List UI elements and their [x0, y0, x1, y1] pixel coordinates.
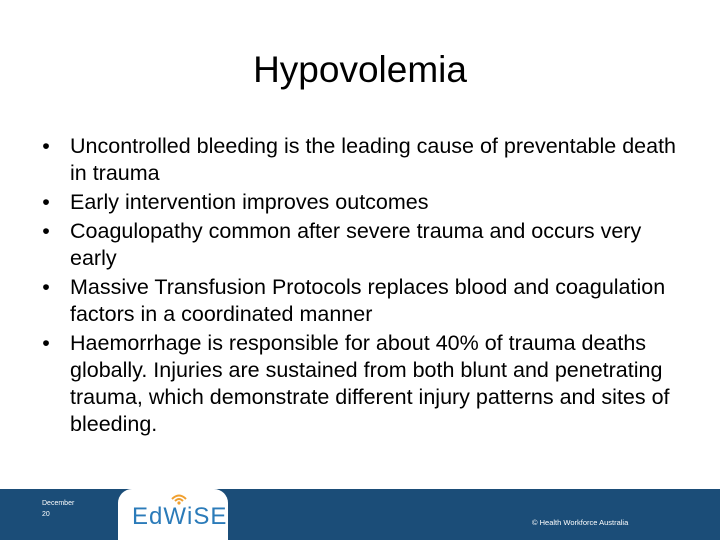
footer-bar: [0, 489, 720, 540]
bullet-text: Early intervention improves outcomes: [70, 190, 429, 214]
footer-date: [42, 498, 102, 520]
copyright-text: © Health Workforce Australia: [532, 518, 629, 527]
footer-date-day: 20: [42, 511, 50, 518]
logo-text: EdWiSE: [132, 503, 228, 530]
bullet-dot-icon: •: [42, 331, 50, 355]
slide-title: Hypovolemia: [253, 49, 467, 90]
bullet-text: Uncontrolled bleeding is the leading cause of preventable death in trauma: [70, 134, 677, 185]
bullet-item: [36, 133, 686, 187]
bullet-list: [36, 133, 686, 440]
bullet-dot-icon: •: [42, 190, 50, 214]
bullet-text: Massive Transfusion Protocols replaces blood and coagulation factors in a coordinated manner: [70, 275, 666, 326]
bullet-dot-icon: •: [42, 134, 50, 158]
bullet-item: [36, 330, 686, 438]
bullet-text: Coagulopathy common after severe trauma and occurs very early: [70, 219, 642, 270]
bullet-dot-icon: •: [42, 275, 50, 299]
bullet-text: Haemorrhage is responsible for about 40% of trauma deaths globally. Injuries are sustained from both blunt and penetrating trauma, which demonstrate different injury patterns and sites of bleeding.: [70, 331, 670, 436]
bullet-item: [36, 189, 686, 216]
footer-date-month: December: [42, 500, 75, 507]
bullet-item: [36, 218, 686, 272]
edwise-logo: [118, 489, 228, 540]
bullet-item: [36, 274, 686, 328]
bullet-dot-icon: •: [42, 219, 50, 243]
